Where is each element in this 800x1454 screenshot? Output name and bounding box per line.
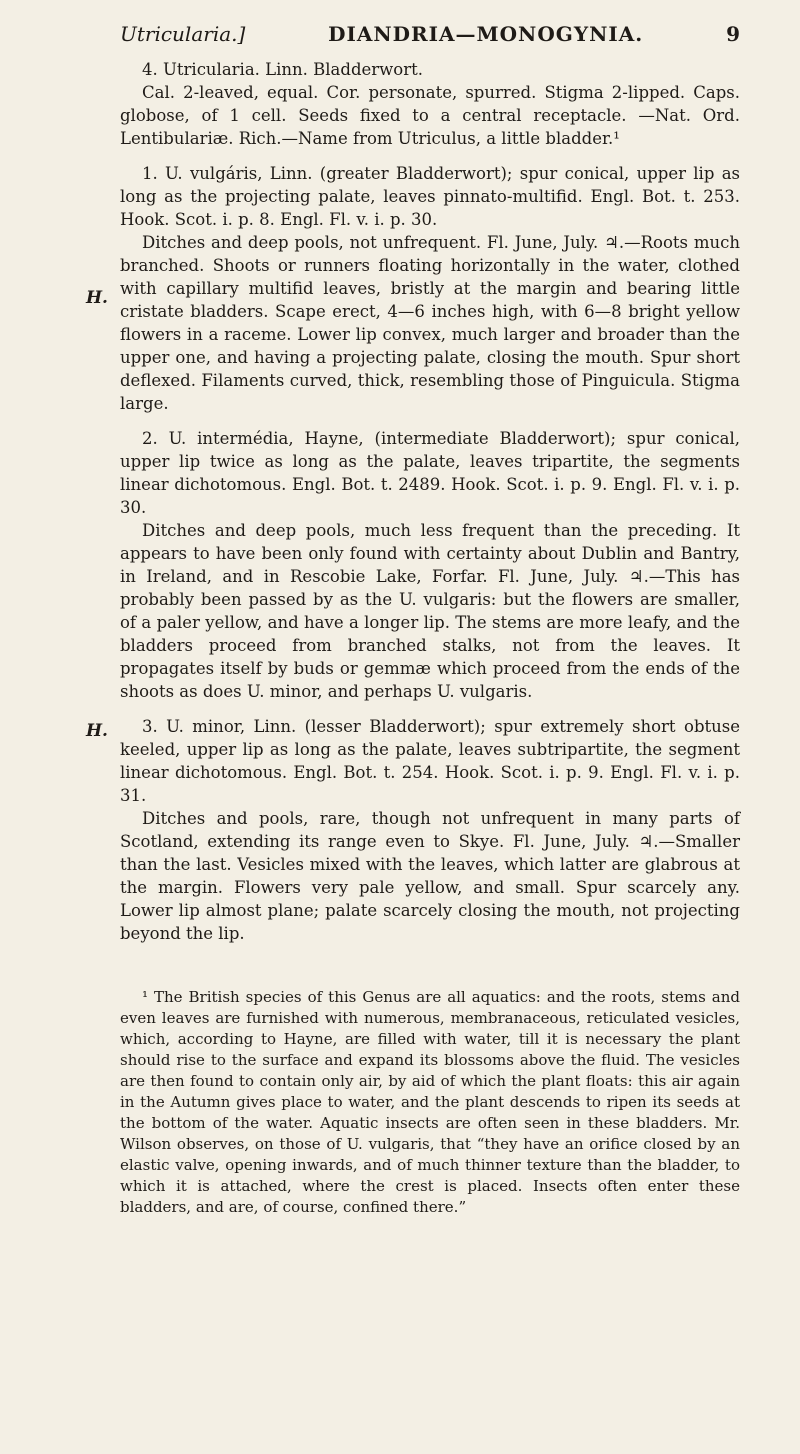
species-1-description: Ditches and deep pools, not unfrequent. Fl. June, July. ♃.—Roots much branched. Shoots or runners floating horizontally in the water, clothed with capillary multifid leaves, bristly at the margin and bearing little cristate bladders. Scape erect, 4—6 inches high, with 6—8 bright yellow flowers in a raceme. Lower lip convex, much larger and broader than the upper one, and having a projecting palate, closing the mouth. Spur short deflexed. Filaments curved, thick, resembling those of Pinguicula. Stigma large. [120, 233, 740, 413]
page-number: 9 [726, 22, 740, 46]
species-3-heading: 3. U. minor, Linn. (lesser Bladderwort); spur extremely short obtuse keeled, upper lip as long as the palate, leaves subtripartite, the segment linear dichotomous. Engl. Bot. t. 254. Hook. Scot. i. p. 9. Engl. Fl. v. i. p. 31. [120, 717, 740, 805]
footnote-text: ¹ The British species of this Genus are all aquatics: and the roots, stems and even leaves are furnished with numerous, membranaceous, reticulated vesicles, which, according to Hayne, are filled with water, till it is necessary the plant should rise to the surface and expand its blossoms above the fluid. The vesicles are then found to contain only air, by aid of which the plant floats: this air again in the Autumn gives place to water, and the plant descends to ripen its seeds at the bottom of the water. Aquatic insects are often seen in these bladders. Mr. Wilson observes, on those of U. vulgaris, that “they have an orifice closed by an elastic valve, opening inwards, and of much thinner texture than the bladder, to which it is attached, where the crest is placed. Insects often enter these bladders, and are, of course, confined there.” [120, 988, 740, 1216]
main-text [120, 58, 740, 945]
footnote [120, 987, 740, 1218]
species-3-description: Ditches and pools, rare, though not unfrequent in many parts of Scotland, extending its range even to Skye. Fl. June, July. ♃.—Smaller than the last. Vesicles mixed with the leaves, which latter are glabrous at the margin. Flowers very pale yellow, and small. Spur scarcely any. Lower lip almost plane; palate scarcely closing the mouth, not projecting beyond the lip. [120, 809, 740, 943]
species-2-description: Ditches and deep pools, much less frequent than the preceding. It appears to have been only found with certainty about Dublin and Bantry, in Ireland, and in Rescobie Lake, Forfar. Fl. June, July. ♃.—This has probably been passed by as the U. vulgaris: but the flowers are smaller, of a paler yellow, and have a longer lip. The stems are more leafy, and the bladders proceed from branched stalks, not from the leaves. It propagates itself by buds or gemmæ which proceed from the ends of the shoots as does U. minor, and perhaps U. vulgaris. [120, 521, 740, 701]
genus-heading: 4. Utricularia. Linn. Bladderwort. [142, 60, 423, 79]
genus-description: Cal. 2-leaved, equal. Cor. personate, spurred. Stigma 2-lipped. Caps. globose, of 1 cell. Seeds fixed to a central receptacle. —Nat. Ord. Lentibulariæ. Rich.—Name from Utriculus, a little bladder.¹ [120, 83, 740, 148]
side-mark-2: H. [86, 721, 108, 741]
side-mark-1: H. [86, 288, 108, 308]
header-class-order: DIANDRIA—MONOGYNIA. [328, 22, 644, 46]
running-header [120, 22, 740, 46]
species-2-heading: 2. U. intermédia, Hayne, (intermediate Bladderwort); spur conical, upper lip twice as long as the palate, leaves tripartite, the segments linear dichotomous. Engl. Bot. t. 2489. Hook. Scot. i. p. 9. Engl. Fl. v. i. p. 30. [120, 429, 740, 517]
header-genus: Utricularia.] [120, 22, 246, 46]
species-1-heading: 1. U. vulgáris, Linn. (greater Bladderwort); spur conical, upper lip as long as the projecting palate, leaves pinnato-multifid. Engl. Bot. t. 253. Hook. Scot. i. p. 8. Engl. Fl. v. i. p. 30. [120, 164, 740, 229]
